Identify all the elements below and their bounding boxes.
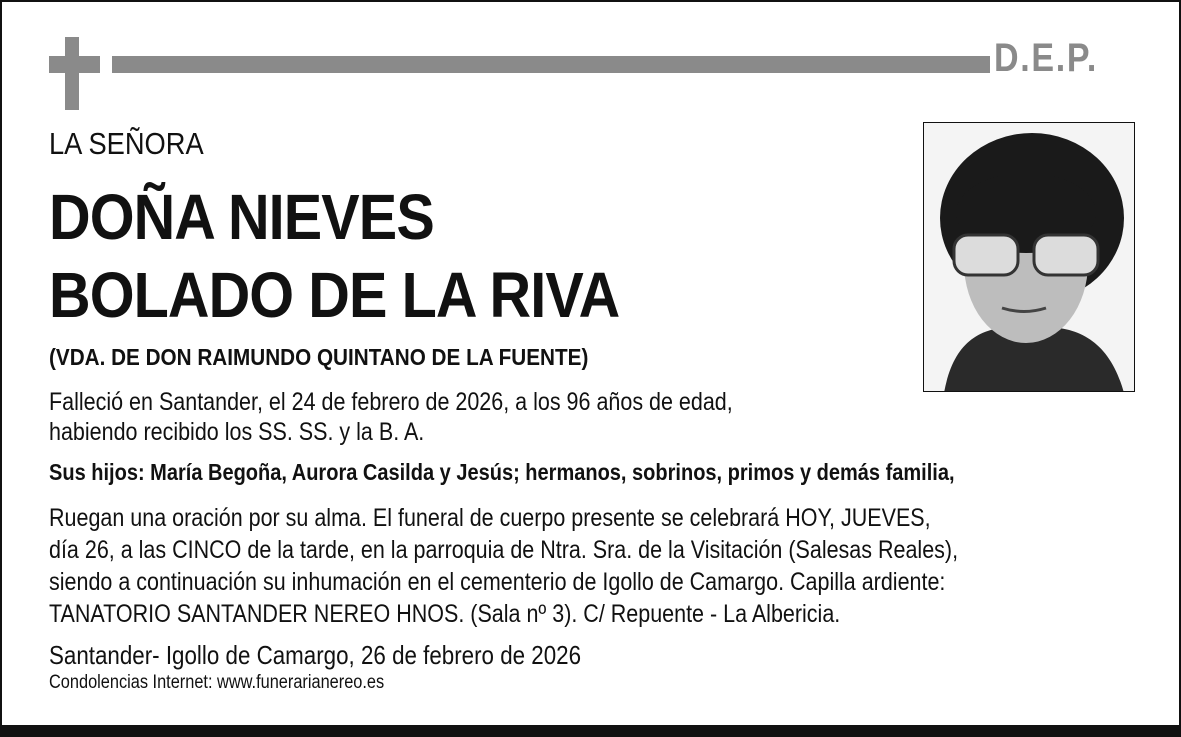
cross-icon-bar bbox=[49, 56, 100, 73]
service-line: Ruegan una oración por su alma. El funeral de cuerpo presente se celebrará HOY, JUEVES, bbox=[49, 504, 931, 532]
portrait-photo bbox=[923, 122, 1135, 392]
death-info-line1: Falleció en Santander, el 24 de febrero de 2026, a los 96 años de edad, bbox=[49, 388, 733, 416]
bottom-border bbox=[2, 725, 1179, 735]
service-line: siendo a continuación su inhumación en el cementerio de Igollo de Camargo. Capilla ardiente: bbox=[49, 568, 946, 596]
title-prefix: LA SEÑORA bbox=[49, 126, 204, 161]
service-line: día 26, a las CINCO de la tarde, en la parroquia de Ntra. Sra. de la Visitación (Salesas Reales), bbox=[49, 536, 959, 564]
dep-label: D.E.P. bbox=[994, 36, 1099, 80]
family-list: Sus hijos: María Begoña, Aurora Casilda y Jesús; hermanos, sobrinos, primos y demás familia, bbox=[49, 459, 955, 485]
deceased-name-line2: BOLADO DE LA RIVA bbox=[49, 259, 620, 331]
service-line: TANATORIO SANTANDER NEREO HNOS. (Sala nº 3). C/ Repuente - La Albericia. bbox=[49, 600, 841, 628]
cross-icon bbox=[65, 37, 79, 110]
widow-of: (VDA. DE DON RAIMUNDO QUINTANO DE LA FUENTE) bbox=[49, 344, 589, 370]
death-info-line2: habiendo recibido los SS. SS. y la B. A. bbox=[49, 418, 425, 446]
portrait-image bbox=[924, 123, 1135, 392]
deceased-name-line1: DOÑA NIEVES bbox=[49, 181, 434, 253]
place-date: Santander- Igollo de Camargo, 26 de febrero de 2026 bbox=[49, 640, 582, 670]
header-rule bbox=[112, 56, 990, 73]
condolences-link[interactable]: Condolencias Internet: www.funerarianereo.es bbox=[49, 672, 385, 693]
